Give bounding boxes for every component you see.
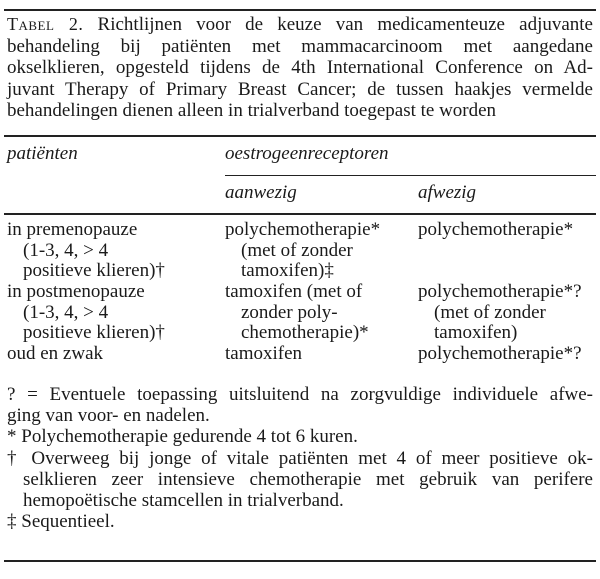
cell-text: polychemotherapie*? xyxy=(418,281,582,302)
footnote-text: † Overweeg bij jonge of vitale patiënten met 4 of meer positieve ok- xyxy=(7,447,593,469)
header-sub-rule xyxy=(225,175,596,176)
cell-text: positieve klieren)† xyxy=(23,260,165,281)
table-row-1-absent xyxy=(418,220,573,241)
footnote-text: ‡ Sequentieel. xyxy=(7,511,115,533)
footnote-text: ? = Eventuele toepassing uitsluitend na zorgvuldige individuele afwe- xyxy=(7,384,593,405)
cell-text: in postmenopauze xyxy=(7,281,145,302)
cell-text: polychemotherapie* xyxy=(225,219,381,240)
table-row-3-patients xyxy=(7,344,103,365)
caption-line-1: Richtlijnen voor de keuze van medicamenteuze adjuvante xyxy=(97,14,593,35)
table-row-2-patients xyxy=(7,282,165,344)
cell-text: zonder poly- xyxy=(241,301,338,323)
header-patients: patiënten xyxy=(7,143,78,164)
caption-line-3: okselklieren, opgesteld tijdens de 4th International Conference on Ad- xyxy=(7,57,593,78)
cell-text: oud en zwak xyxy=(7,343,104,364)
caption-label: Tabel 2. xyxy=(7,14,84,34)
cell-text: tamoxifen)‡ xyxy=(241,260,334,281)
cell-text: chemotherapie)* xyxy=(241,322,369,343)
header-top-rule xyxy=(4,135,596,137)
cell-text: polychemotherapie* xyxy=(418,219,574,240)
table-row-1-patients xyxy=(7,220,165,282)
header-absent: afwezig xyxy=(418,182,477,203)
header-receptors: oestrogeenreceptoren xyxy=(225,143,389,164)
cell-text: positieve klieren)† xyxy=(23,322,165,343)
caption-line-5: behandelingen dienen alleen in trialverband toegepast te worden xyxy=(7,100,497,121)
cell-text: polychemotherapie*? xyxy=(418,343,582,364)
table-row-3-absent xyxy=(418,344,582,365)
caption-line-2: behandeling bij patiënten met mammacarcinoom met aangedane xyxy=(7,35,593,57)
cell-text: (met of zonder xyxy=(241,239,353,261)
cell-text: (met of zonder xyxy=(434,301,546,323)
cell-text: tamoxifen xyxy=(225,343,303,364)
footnote-text: ging van voor- en nadelen. xyxy=(7,405,210,427)
footnote-question xyxy=(7,384,593,426)
footnote-text: selklieren zeer intensieve chemotherapie met gebruik van perifere hemopoëtische stamcellen in trialverband. xyxy=(23,468,593,512)
table-row-3-present xyxy=(225,344,302,365)
header-present: aanwezig xyxy=(225,182,297,203)
table-footnotes xyxy=(7,384,593,532)
table-row-1-present xyxy=(225,220,380,282)
table-row-2-absent xyxy=(418,282,582,344)
footnote-dagger xyxy=(7,448,593,512)
cell-text: tamoxifen (met of xyxy=(225,281,363,302)
footnote-asterisk xyxy=(7,426,593,447)
table-row-2-present xyxy=(225,282,369,344)
header-bottom-rule xyxy=(4,213,596,215)
cell-text: in premenopauze xyxy=(7,219,138,240)
top-rule xyxy=(4,9,596,11)
cell-text: (1-3, 4, > 4 xyxy=(23,239,109,261)
table-caption xyxy=(7,14,593,122)
footnote-double-dagger xyxy=(7,511,593,532)
footnote-text: * Polychemotherapie gedurende 4 tot 6 kuren. xyxy=(7,426,358,448)
cell-text: tamoxifen) xyxy=(434,322,518,343)
cell-text: (1-3, 4, > 4 xyxy=(23,301,109,323)
caption-line-4: juvant Therapy of Primary Breast Cancer; de tussen haakjes vermelde xyxy=(7,78,593,100)
bottom-rule xyxy=(4,560,596,562)
